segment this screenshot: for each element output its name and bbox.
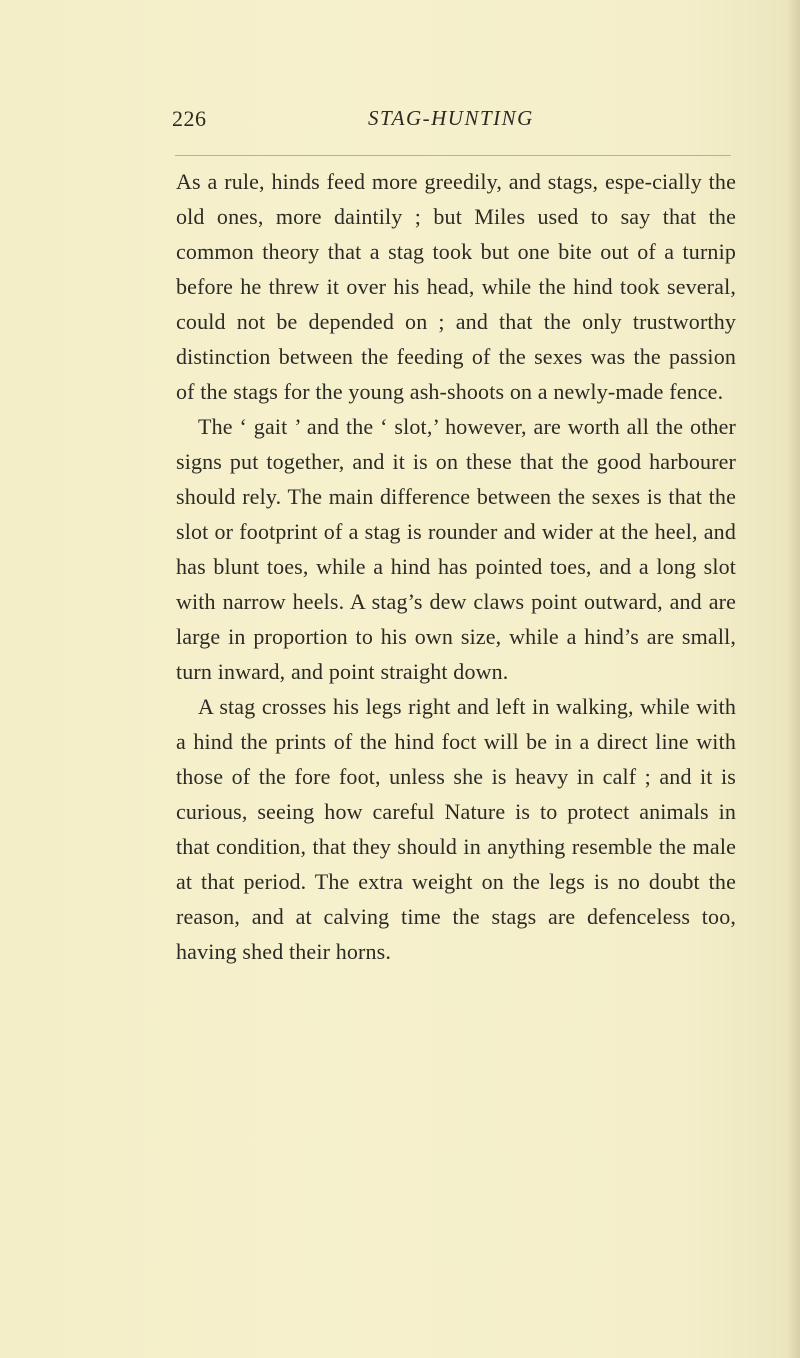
header-rule [175, 155, 731, 156]
page-number: 226 [172, 106, 207, 131]
paragraph: The ‘ gait ’ and the ‘ slot,’ however, are worth all the other signs put together, and it is on these that the good harbourer should rely. The main difference between the sexes is that the slot or footprint of a stag is rounder and wider at the heel, and has blunt toes, while a hind has pointed toes, and a long slot with narrow heels. A stag’s dew claws point outward, and are large in proportion to his own size, while a hind’s are small, turn inward, and point straight down. [176, 414, 736, 684]
running-head: STAG-HUNTING [368, 106, 534, 130]
page-edge-shadow [786, 0, 800, 1358]
paragraph: A stag crosses his legs right and left in walking, while with a hind the prints of the hind foct will be in a direct line with those of the fore foot, unless she is heavy in calf ; and it is curious, seeing how careful Nature is to protect animals in that condition, that they should in anything resemble the male at that period. The extra weight on the legs is no doubt the reason, and at calving time the stags are defenceless too, having shed their horns. [176, 694, 736, 964]
page-header [172, 106, 732, 146]
body-text [176, 164, 736, 969]
paragraph: As a rule, hinds feed more greedily, and stags, espe-cially the old ones, more daintily ; but Miles used to say that the common theory that a stag took but one bite out of a turnip before he threw it over his head, while the hind took several, could not be depended on ; and that the only trustworthy distinction between the feeding of the sexes was the passion of the stags for the young ash-shoots on a newly-made fence. [176, 169, 736, 404]
